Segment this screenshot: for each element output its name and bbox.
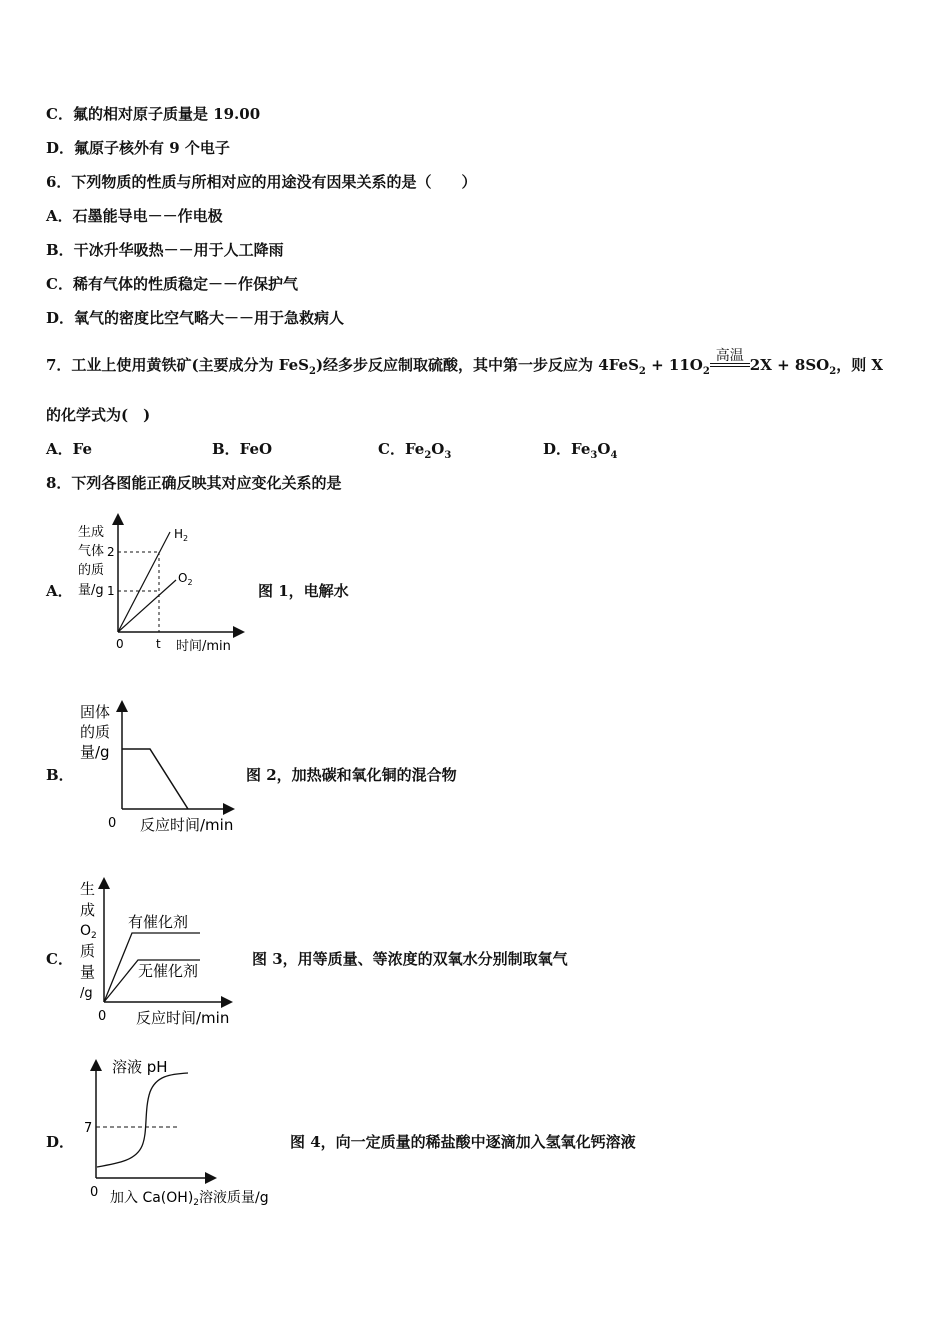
q5-option-d: D．氟原子核外有 9 个电子	[46, 139, 230, 157]
q7-sub-d: 2	[829, 366, 837, 377]
g1-tick-1: 1	[107, 584, 115, 598]
q7-sub-a: 2	[308, 366, 316, 377]
q7-option-c: C．$Fe_2O_3$	[378, 440, 452, 461]
g1-ylabel-3: 量/g	[78, 583, 104, 598]
g4-tick-7: 7	[84, 1121, 93, 1136]
g1-h2-label: $H_2$	[174, 527, 189, 543]
g3-ylabel-4: 量	[80, 963, 96, 981]
g3-origin: 0	[98, 1009, 107, 1024]
q7-reaction-arrow	[710, 348, 750, 371]
o2-line	[118, 580, 176, 632]
g1-o2-label: $O_2$	[178, 571, 193, 587]
h2-line	[118, 532, 170, 632]
q6-option-d: D．氧气的密度比空气略大－－用于急救病人	[46, 309, 345, 327]
g1-ylabel-2: 的质	[78, 563, 105, 578]
g4-ylabel: 溶液 pH	[112, 1058, 168, 1076]
q8-stem: 8．下列各图能正确反映其对应变化关系的是	[46, 474, 342, 492]
g2-ylabel-1: 的质	[80, 723, 111, 741]
q8-option-c-label: C．	[46, 950, 73, 968]
q6-option-b: B．干冰升华吸热－－用于人工降雨	[46, 241, 284, 259]
g1-tick-2: 2	[107, 545, 115, 559]
g1-origin: 0	[116, 637, 124, 651]
g3-no-catalyst-label: 无催化剂	[138, 962, 199, 980]
q8-option-a-label: A．	[46, 582, 73, 600]
q7-stem-post: 2X + 8SO	[749, 356, 830, 374]
q7-option-b: B．FeO	[212, 440, 273, 458]
q8-option-b-label: B．	[46, 766, 74, 784]
q7-sub-b: 2	[638, 366, 646, 377]
q8-option-b-caption: 图 2，加热碳和氧化铜的混合物	[246, 766, 457, 784]
g3-ylabel-0: 生	[80, 880, 96, 898]
q7-stem-end: ，则 X	[836, 356, 884, 374]
g3-ylabel-3: 质	[80, 942, 96, 960]
g2-xlabel: 反应时间/min	[140, 816, 234, 834]
mass-curve	[122, 749, 188, 809]
q7-sub-c: 2	[702, 366, 710, 377]
q6-option-a: A．石墨能导电－－作电极	[46, 207, 223, 225]
graph-3-hydrogen-peroxide	[70, 870, 260, 1030]
g1-ylabel-0: 生成	[78, 525, 105, 540]
g3-catalyst-label: 有催化剂	[128, 913, 189, 931]
q5-option-c: C．氟的相对原子质量是 19.00	[46, 105, 261, 123]
g4-origin: 0	[90, 1185, 99, 1200]
g2-origin: 0	[108, 816, 117, 831]
g3-ylabel-2: $O_2$	[80, 923, 97, 941]
graph-2-carbon-copper-oxide	[70, 695, 260, 840]
g1-tick-t: t	[156, 637, 161, 651]
g2-ylabel-0: 固体	[80, 703, 111, 721]
q7-stem	[46, 348, 884, 377]
q7-option-a: A．Fe	[46, 440, 93, 458]
q7-stem-mid: )经多步反应制取硫酸，其中第一步反应为 4FeS	[315, 356, 639, 374]
graph-1-electrolysis	[70, 510, 260, 660]
g4-xlabel: 加入 $Ca(OH)_2$溶液质量/g	[110, 1190, 269, 1208]
g3-xlabel: 反应时间/min	[136, 1009, 230, 1027]
g1-xlabel: 时间/min	[176, 639, 231, 654]
q6-stem: 6．下列物质的性质与所相对应的用途没有因果关系的是（ ）	[46, 173, 477, 191]
q7-condition: 高温	[715, 348, 744, 364]
q7-option-d: D．$Fe_3O_4$	[543, 440, 618, 461]
g3-ylabel-5: /g	[80, 986, 93, 1001]
ph-curve	[97, 1073, 188, 1167]
g3-ylabel-1: 成	[80, 901, 96, 919]
q8-option-a-caption: 图 1，电解水	[258, 582, 349, 600]
graph-4-ph-titration	[70, 1050, 300, 1210]
q7-stem-eq: + 11O	[645, 356, 703, 374]
q8-option-d-caption: 图 4，向一定质量的稀盐酸中逐滴加入氢氧化钙溶液	[290, 1133, 636, 1151]
g2-ylabel-2: 量/g	[80, 743, 110, 761]
q8-option-c-caption: 图 3，用等质量、等浓度的双氧水分别制取氧气	[252, 950, 568, 968]
g1-ylabel-1: 气体	[78, 544, 105, 559]
q7-stem-line2: 的化学式为( )	[46, 406, 151, 424]
q8-option-d-label: D．	[46, 1133, 75, 1151]
q7-stem-pre: 7．工业上使用黄铁矿(主要成分为 FeS	[46, 356, 309, 374]
q6-option-c: C．稀有气体的性质稳定－－作保护气	[46, 275, 298, 293]
